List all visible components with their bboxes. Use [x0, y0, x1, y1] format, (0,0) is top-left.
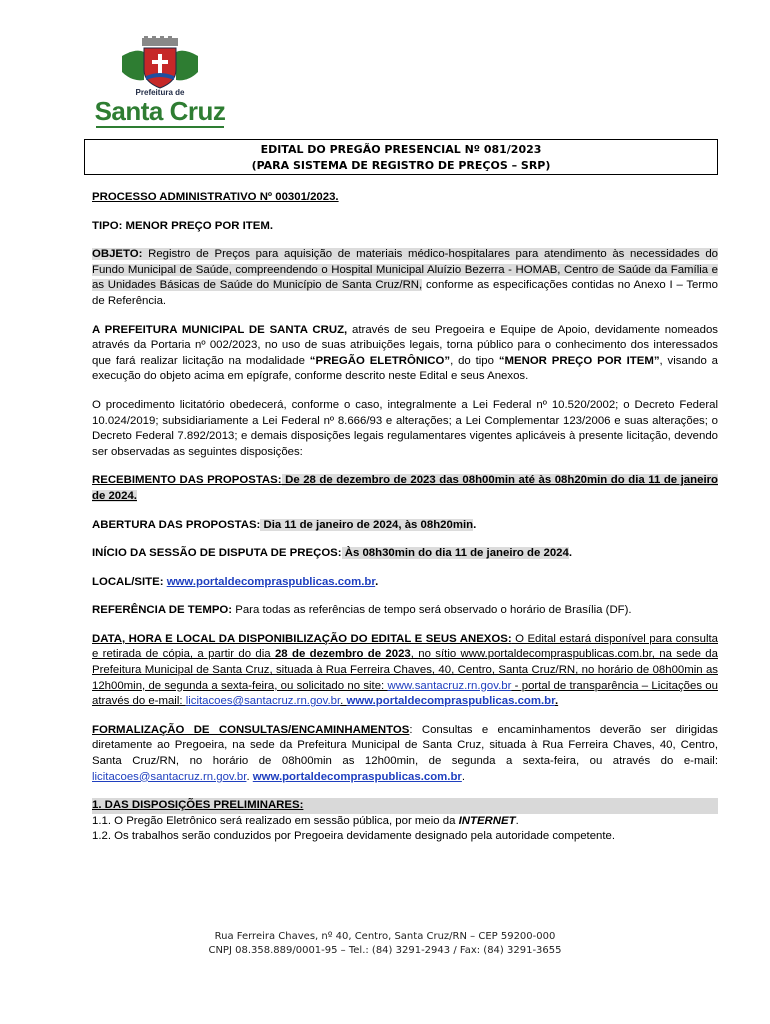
recebimento-label: RECEBIMENTO DAS PROPOSTAS:: [92, 474, 282, 487]
prefeitura-text-1: através de seu Pregoeira e Equipe de Apoio, devidamente nomeados através da Portaria nº 002/2023, no uso de suas atribuições legais, torna público para o conhecimento dos interessados que fará realizar licitação na modalidade: [92, 323, 718, 367]
item-1-text: 1.1. O Pregão Eletrônico será realizado em sessão pública, por meio da: [92, 814, 459, 827]
recebimento-line: [92, 473, 718, 504]
logo-underline: [96, 126, 224, 128]
santacruz-link[interactable]: www.santacruz.rn.gov.br: [387, 679, 512, 692]
abertura-line: [92, 518, 718, 534]
document-body: [92, 190, 718, 845]
data-hora-paragraph: [92, 632, 718, 710]
inicio-end: .: [568, 547, 573, 560]
prefeitura-paragraph: [92, 323, 718, 385]
logo-title: Santa Cruz: [94, 96, 226, 126]
tipo-value: : MENOR PREÇO POR ITEM.: [118, 219, 274, 232]
portal-link[interactable]: www.portaldecompraspublicas.com.br: [166, 575, 376, 588]
footer-address: Rua Ferreira Chaves, nº 40, Centro, Santa Cruz/RN – CEP 59200-000: [214, 931, 556, 942]
section-item-1: [92, 814, 718, 830]
data-hora-text-2: , no sítio www.portaldecompraspublicas.com.br, na sede da Prefeitura Municipal de Santa Cruz, situada à Rua Ferreira Chaves, 40, Centro, Santa Cruz/RN, no horário de 08h00min as 12h00min, de segunda a sexta-feira, ou solicitado no site:: [92, 648, 718, 692]
data-hora-text-1: O Edital estará disponível para consulta e retirada de cópia, a partir do dia: [92, 632, 718, 661]
modalidade: “PREGÃO ELETRÔNICO”: [309, 354, 451, 367]
item-1-internet: INTERNET: [458, 814, 516, 827]
inicio-label: INÍCIO DA SESSÃO DE DISPUTA DE PREÇOS:: [92, 547, 342, 560]
logo-subtitle: Prefeitura de: [135, 88, 185, 97]
section-item-2: 1.2. Os trabalhos serão conduzidos por Pregoeira devidamente designado pela autoridade competente.: [92, 830, 616, 843]
data-hora-label: DATA, HORA E LOCAL DA DISPONIBILIZAÇÃO DO EDITAL E SEUS ANEXOS:: [92, 632, 512, 645]
recebimento-value: De 28 de dezembro de 2023 das 08h00min até às 08h20min do dia 11 de janeiro de 2024.: [92, 474, 718, 502]
portal-link-2[interactable]: www.portaldecompraspublicas.com.br: [346, 695, 555, 708]
tipo-licitacao: “MENOR PREÇO POR ITEM”: [498, 354, 660, 367]
document-title: EDITAL DO PREGÃO PRESENCIAL Nº 081/2023: [260, 143, 542, 156]
local-end: .: [375, 575, 379, 588]
tipo-line: [92, 219, 718, 235]
referencia-line: [92, 603, 718, 619]
inicio-line: [92, 546, 718, 562]
email-link-2[interactable]: licitacoes@santacruz.rn.gov.br: [92, 770, 247, 783]
formalizacao-paragraph: [92, 723, 718, 785]
data-hora-date: 28 de dezembro de 2023: [274, 648, 411, 661]
prefeitura-text-2: , do tipo: [450, 354, 499, 367]
inicio-value: Às 08h30min do dia 11 de janeiro de 2024: [341, 547, 569, 560]
objeto-paragraph: [92, 247, 718, 309]
logo: [92, 36, 228, 128]
local-label: LOCAL/SITE:: [92, 575, 164, 588]
document-subtitle: (PARA SISTEMA DE REGISTRO DE PREÇOS – SRP): [251, 159, 551, 172]
objeto-text-highlighted: Registro de Preços para aquisição de materiais médico-hospitalares para atendimento às necessidades do Fundo Municipal de Saúde, compreendendo o Hospital Municipal Aluízio Bezerra - HOMAB, Centro de Saúde da Família e as Unidades Básicas de Saúde do Município de Santa Cruz/RN,: [92, 248, 718, 292]
tipo-label: TIPO: [92, 219, 119, 232]
objeto-label: OBJETO:: [92, 248, 143, 261]
formalizacao-label: FORMALIZAÇÃO DE CONSULTAS/ENCAMINHAMENTOS: [92, 723, 410, 736]
formalizacao-end: .: [461, 770, 466, 783]
processo-line: PROCESSO ADMINISTRATIVO Nº 00301/2023.: [92, 191, 339, 203]
portal-link-3[interactable]: www.portaldecompraspublicas.com.br: [252, 770, 462, 783]
procedimento-paragraph: O procedimento licitatório obedecerá, conforme o caso, integralmente a Lei Federal nº 10.520/2002; o Decreto Federal 10.024/2019; subsidiariamente a Lei Federal nº 8.666/93 e alterações; a Lei Complementar 123/2006 e suas alterações; o Decreto Federal 7.892/2013; e demais disposições legais regulamentares vigentes aplicáveis à presente licitação, devendo ser observadas as seguintes disposições:: [92, 398, 718, 458]
formalizacao-text-1: : Consultas e encaminhamentos deverão ser dirigidas diretamente ao Pregoeira, na sede da Prefeitura Municipal de Santa Cruz, situada à Rua Ferreira Chaves, 40, Centro, Santa Cruz/RN, no horário de 08h00min as 12h00min, de segunda a sexta-feira, ou através do e-mail:: [92, 723, 718, 768]
abertura-label: ABERTURA DAS PROPOSTAS:: [92, 518, 261, 531]
referencia-label: REFERÊNCIA DE TEMPO:: [92, 604, 233, 617]
email-link[interactable]: licitacoes@santacruz.rn.gov.br: [185, 695, 341, 708]
abertura-value: Dia 11 de janeiro de 2024, às 08h20min: [260, 518, 474, 531]
data-hora-end: .: [554, 695, 559, 708]
prefeitura-text-3: , visando a execução do objeto acima em epígrafe, conforme descrito neste Edital e seus Anexos.: [92, 354, 718, 383]
prefeitura-label: A PREFEITURA MUNICIPAL DE SANTA CRUZ,: [92, 323, 348, 336]
coat-of-arms-icon: [92, 36, 228, 92]
document-title-box: [84, 139, 718, 175]
section-title: 1. DAS DISPOSIÇÕES PRELIMINARES:: [92, 798, 718, 814]
abertura-end: .: [473, 518, 477, 531]
page-footer: [0, 930, 770, 958]
referencia-value: Para todas as referências de tempo será observado o horário de Brasília (DF).: [232, 604, 632, 617]
footer-contact: CNPJ 08.358.889/0001-95 – Tel.: (84) 3291-2943 / Fax: (84) 3291-3655: [208, 945, 562, 956]
item-1-end: .: [515, 814, 519, 827]
data-hora-text-4: .: [340, 695, 347, 708]
local-line: [92, 575, 718, 591]
formalizacao-text-2: .: [246, 770, 253, 783]
data-hora-text-3: - portal de transparência – Licitações ou através do e-mail:: [92, 679, 718, 708]
objeto-text: conforme as especificações contidas no Anexo I – Termo de Referência.: [92, 279, 718, 307]
